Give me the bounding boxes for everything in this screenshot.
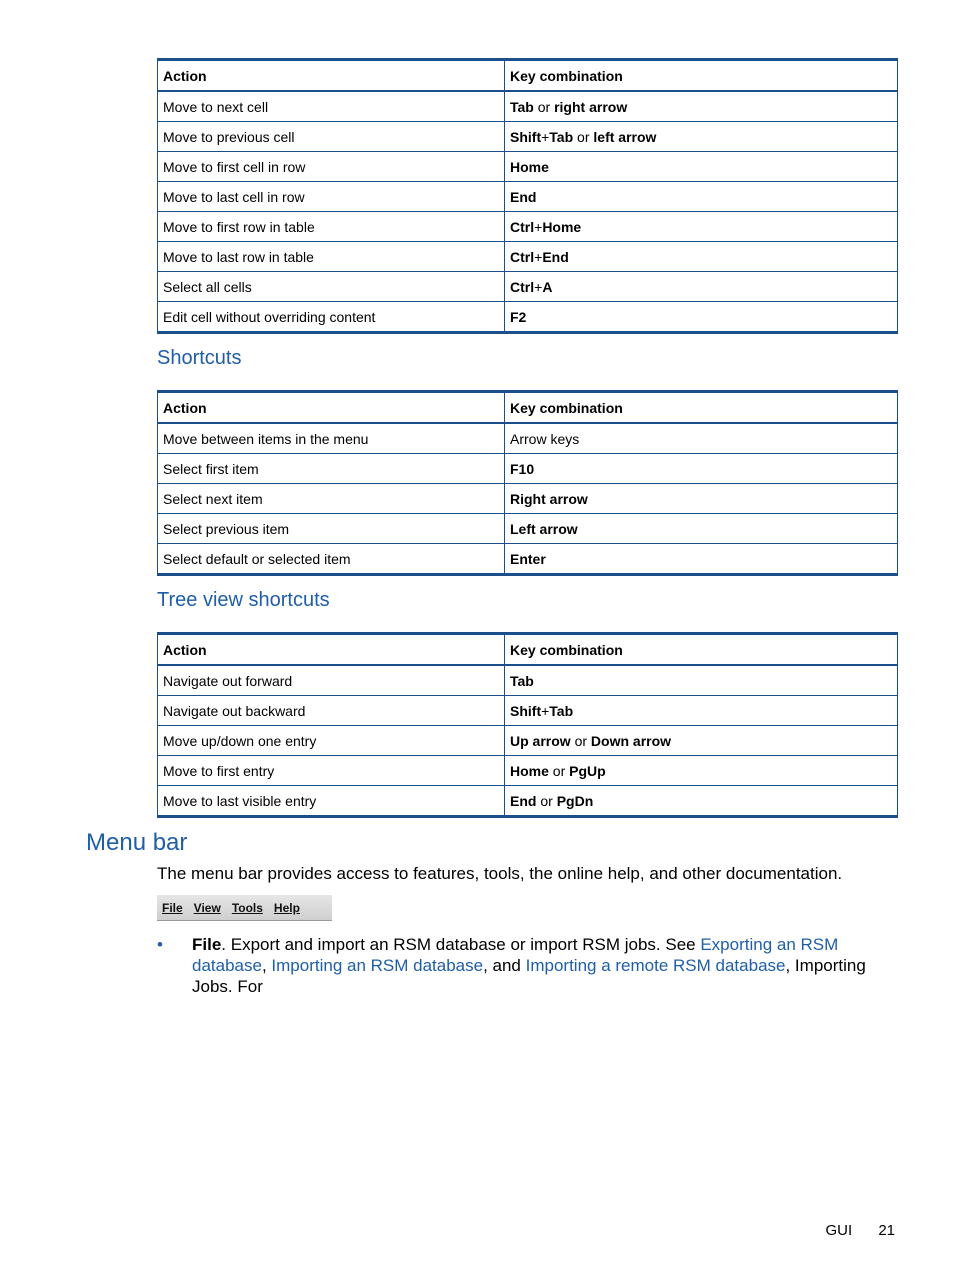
column-header-action: Action: [158, 392, 505, 424]
tree-view-shortcuts-table: [157, 632, 898, 818]
key-name: Tab: [549, 702, 574, 719]
action-cell: Move to first entry: [158, 756, 505, 786]
key-combination-cell: [505, 242, 898, 272]
importing-rsm-database-link[interactable]: Importing an RSM database: [271, 956, 484, 975]
key-name: Home: [542, 218, 582, 235]
keyboard-table: [157, 58, 898, 334]
table-header-row: [158, 60, 898, 92]
menu-bar-intro: The menu bar provides access to features, tools, the online help, and other documentation.: [157, 864, 843, 883]
table-row: [158, 484, 898, 514]
table-row: [158, 786, 898, 817]
bullet-icon: •: [157, 935, 163, 954]
table-row: [158, 514, 898, 544]
action-cell: Move to first cell in row: [158, 152, 505, 182]
tree-view-shortcuts-heading: Tree view shortcuts: [157, 589, 330, 611]
key-name: End: [510, 188, 537, 205]
action-cell: Move to last visible entry: [158, 786, 505, 817]
key-name: A: [542, 278, 553, 295]
action-cell: Move to next cell: [158, 91, 505, 122]
separator-text: ,: [261, 956, 272, 975]
key-name: Down arrow: [590, 732, 672, 749]
key-connector: Arrow keys: [510, 430, 580, 447]
column-header-key-combination: Key combination: [505, 60, 898, 92]
menu-bar-screenshot: [157, 895, 332, 921]
table-row: [158, 212, 898, 242]
action-cell: Move up/down one entry: [158, 726, 505, 756]
key-connector: or: [570, 732, 591, 749]
file-description-continued: , Importing Jobs. For: [192, 956, 866, 996]
action-cell: Edit cell without overriding content: [158, 302, 505, 333]
key-name: F2: [510, 308, 527, 325]
importing-remote-rsm-database-link[interactable]: Importing a remote RSM database: [525, 956, 786, 975]
key-combination-cell: [505, 756, 898, 786]
key-combination-cell: [505, 272, 898, 302]
action-cell: Navigate out backward: [158, 696, 505, 726]
menu-item-file: File: [162, 900, 183, 915]
menu-item-tools: Tools: [231, 900, 263, 915]
key-name: PgDn: [556, 792, 594, 809]
table-header-row: [158, 392, 898, 424]
key-name: Home: [510, 762, 549, 779]
column-header-action: Action: [158, 60, 505, 92]
key-name: right arrow: [554, 98, 628, 115]
key-name: F10: [510, 460, 535, 477]
separator-text: , and: [483, 956, 526, 975]
key-connector: or: [533, 98, 555, 115]
table-row: [158, 696, 898, 726]
key-connector: or: [548, 762, 570, 779]
key-name: Right arrow: [510, 490, 588, 507]
action-cell: Select first item: [158, 454, 505, 484]
file-term: File: [192, 935, 222, 954]
action-cell: Move to previous cell: [158, 122, 505, 152]
action-cell: Select previous item: [158, 514, 505, 544]
menu-bar-heading: Menu bar: [86, 829, 188, 856]
key-name: Left arrow: [510, 520, 578, 537]
action-cell: Navigate out forward: [158, 665, 505, 696]
key-name: PgUp: [569, 762, 606, 779]
file-bullet-text: [192, 934, 897, 997]
menu-item-help: Help: [273, 900, 300, 915]
key-combination-cell: [505, 423, 898, 454]
table-row: [158, 152, 898, 182]
key-combination-cell: [505, 212, 898, 242]
page-number: 21: [878, 1222, 895, 1239]
column-header-key-combination: Key combination: [505, 634, 898, 666]
key-combination-cell: [505, 665, 898, 696]
table-row: [158, 423, 898, 454]
key-connector: +: [534, 248, 543, 265]
key-combination-cell: [505, 182, 898, 212]
key-name: Tab: [549, 128, 574, 145]
key-combination-cell: [505, 302, 898, 333]
action-cell: Select all cells: [158, 272, 505, 302]
key-combination-cell: [505, 786, 898, 817]
key-connector: or: [573, 128, 594, 145]
table-row: [158, 122, 898, 152]
file-bullet-item: [157, 934, 897, 997]
key-combination-cell: [505, 696, 898, 726]
table-row: [158, 91, 898, 122]
action-cell: Move to first row in table: [158, 212, 505, 242]
table-row: [158, 726, 898, 756]
shortcuts-table: [157, 390, 898, 576]
key-name: Up arrow: [510, 732, 571, 749]
table-header-row: [158, 634, 898, 666]
table-row: [158, 454, 898, 484]
menu-item-view: View: [193, 900, 221, 915]
page-footer: [803, 1222, 895, 1239]
key-connector: or: [536, 792, 557, 809]
key-combination-cell: [505, 152, 898, 182]
key-name: Tab: [510, 672, 534, 689]
key-name: Shift: [510, 128, 542, 145]
column-header-key-combination: Key combination: [505, 392, 898, 424]
table-row: [158, 302, 898, 333]
key-connector: +: [541, 128, 550, 145]
file-description: . Export and import an RSM database or import RSM jobs. See: [221, 935, 701, 954]
key-name: End: [510, 792, 537, 809]
key-name: Enter: [510, 550, 546, 567]
table-row: [158, 242, 898, 272]
key-combination-cell: [505, 484, 898, 514]
key-name: Shift: [510, 702, 542, 719]
action-cell: Select next item: [158, 484, 505, 514]
key-name: Ctrl: [510, 248, 535, 265]
key-name: Ctrl: [510, 278, 535, 295]
key-combination-cell: [505, 91, 898, 122]
table-row: [158, 544, 898, 575]
key-name: Home: [510, 158, 549, 175]
key-combination-cell: [505, 726, 898, 756]
key-connector: +: [534, 218, 543, 235]
key-combination-cell: [505, 454, 898, 484]
table-row: [158, 665, 898, 696]
key-name: Ctrl: [510, 218, 535, 235]
key-name: Tab: [510, 98, 534, 115]
key-combination-cell: [505, 544, 898, 575]
action-cell: Move between items in the menu: [158, 423, 505, 454]
action-cell: Select default or selected item: [158, 544, 505, 575]
table-row: [158, 756, 898, 786]
key-name: left arrow: [593, 128, 657, 145]
key-name: End: [542, 248, 569, 265]
key-connector: +: [541, 702, 550, 719]
action-cell: Move to last row in table: [158, 242, 505, 272]
action-cell: Move to last cell in row: [158, 182, 505, 212]
column-header-action: Action: [158, 634, 505, 666]
key-connector: +: [534, 278, 543, 295]
exporting-rsm-database-link[interactable]: Exporting an RSM database: [192, 935, 839, 975]
table-row: [158, 272, 898, 302]
key-combination-cell: [505, 122, 898, 152]
table-row: [158, 182, 898, 212]
key-combination-cell: [505, 514, 898, 544]
shortcuts-heading: Shortcuts: [157, 347, 242, 369]
footer-section: GUI: [825, 1222, 853, 1239]
